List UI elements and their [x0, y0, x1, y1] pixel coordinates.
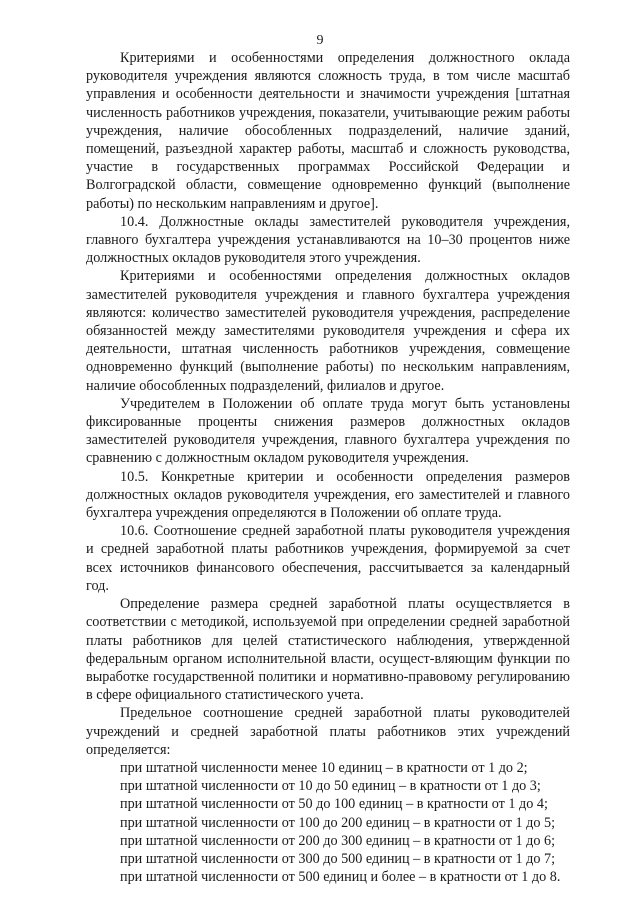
ratio-list — [86, 759, 570, 886]
page-number: 9 — [316, 33, 324, 48]
paragraph-deputy-criteria: Критериями и особенностями определения должностных окладов заместителей руководителя учреждения и главного бухгалтера учреждения являются: количество заместителей руководителя учреждения, распределение обязанностей между заместителями руководителя учреждения и сфера их деятельности, штатная численность работников учреждения, совмещение одновременно функций (выполнение работы) по нескольким направлениям, наличие обособленных подразделений, филиалов и другое. — [86, 268, 570, 394]
paragraph-10-4: 10.4. Должностные оклады заместителей руководителя учреждения, главного бухгалтера учреждения устанавливаются на 10–30 процентов ниже должностных окладов руководителя этого учреждения. — [86, 213, 570, 267]
list-item: при штатной численности от 10 до 50 единиц – в кратности от 1 до 3; — [120, 778, 541, 795]
paragraph-10-6: 10.6. Соотношение средней заработной платы руководителя учреждения и средней заработной платы работников учреждения, формируемой за счет всех источников финансового обеспечения, рассчитывается за календарный год. — [86, 523, 570, 594]
list-item: при штатной численности от 100 до 200 единиц – в кратности от 1 до 5; — [120, 814, 556, 831]
list-item: при штатной численности от 200 до 300 единиц – в кратности от 1 до 6; — [120, 832, 556, 849]
list-item: при штатной численности от 500 единиц и более – в кратности от 1 до 8. — [120, 869, 561, 886]
document-body — [86, 49, 570, 886]
paragraph-ratio-intro: Предельное соотношение средней заработной платы руководителей учреждений и средней заработной платы работников этих учреждений определяется: — [86, 705, 570, 758]
paragraph-10-5: 10.5. Конкретные критерии и особенности определения размеров должностных окладов руководителя учреждения, его заместителей и главного бухгалтера учреждения определяются в Положении об оплате труда. — [86, 468, 570, 522]
paragraph-salary-methodology: Определение размера средней заработной платы осуществляется в соответствии с методикой, используемой при определении средней заработной платы работников для целей статистического наблюдения, утвержденной федеральным органом исполнительной власти, осущест-вляющим функции по выработке государственной политики и нормативно-правовому регулированию в сфере официального статистического учета. — [86, 596, 570, 704]
list-item: при штатной численности от 50 до 100 единиц – в кратности от 1 до 4; — [120, 796, 548, 813]
list-item: при штатной численности менее 10 единиц – в кратности от 1 до 2; — [120, 759, 528, 776]
paragraph-head-criteria: Критериями и особенностями определения должностного оклада руководителя учреждения являются сложность труда, в том числе масштаб управления и особенности деятельности и значимости учреждения [штатная численность работников учреждения, показатели, учитывающие режим работы учреждения, наличие обособленных подразделений, наличие зданий, помещений, разъездной характер работы, масштаб и сложность руководства, участие в государственных программах Российской Федерации и Волгоградской области, совмещение одновременно функций (выполнение работы) по нескольким направлениям и другое]. — [86, 50, 570, 212]
paragraph-founder-percent: Учредителем в Положении об оплате труда могут быть установлены фиксированные проценты снижения размеров должностных окладов заместителей руководителя учреждения, главного бухгалтера учреждения по сравнению с должностным окладом руководителя учреждения. — [86, 395, 570, 467]
list-item: при штатной численности от 300 до 500 единиц – в кратности от 1 до 7; — [120, 850, 556, 867]
